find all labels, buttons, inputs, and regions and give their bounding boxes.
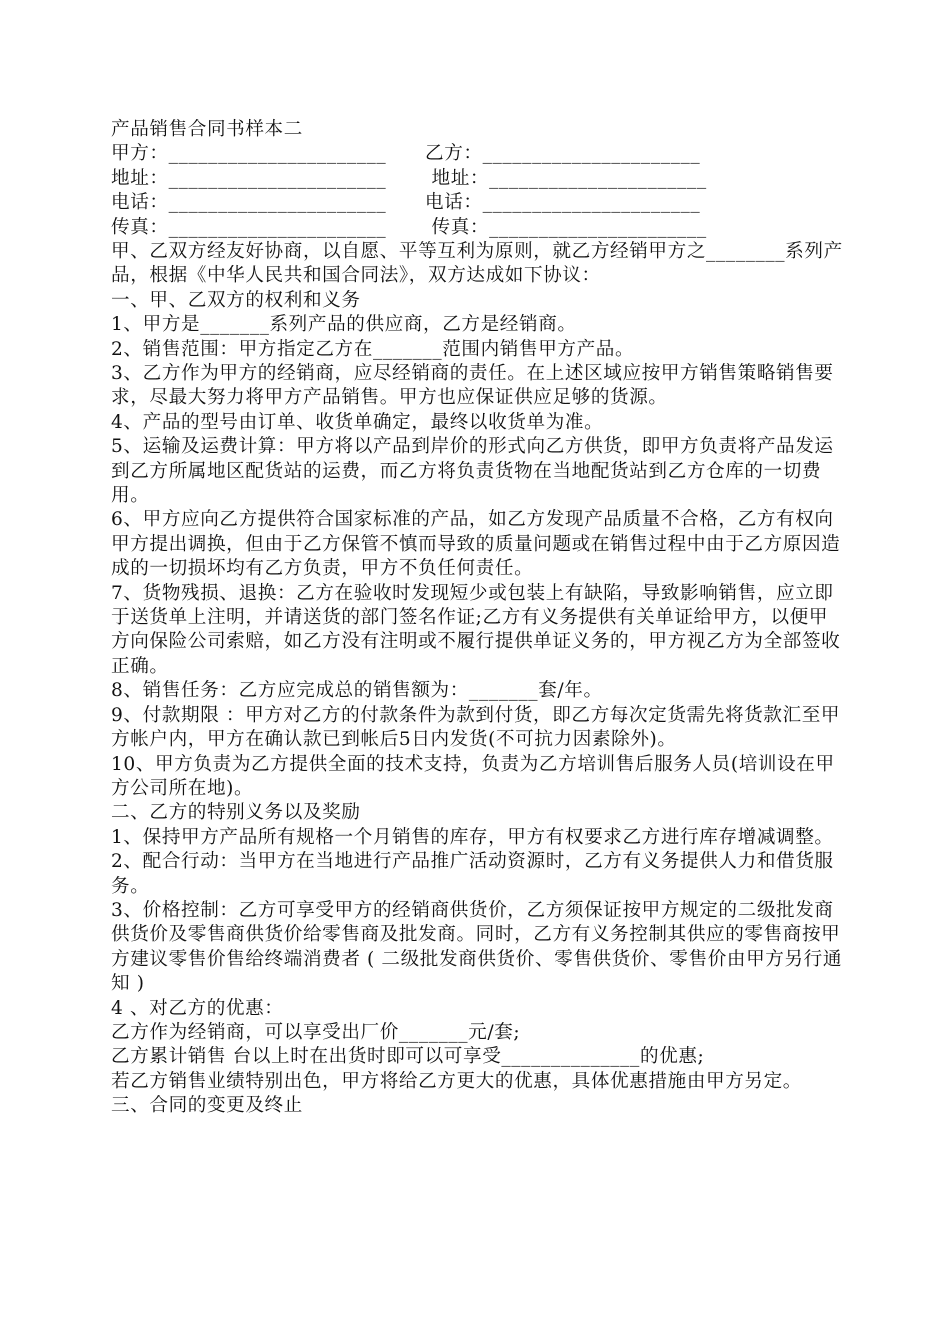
obligation-1: 1、保持甲方产品所有规格一个月销售的库存，甲方有权要求乙方进行库存增减调整。 [111, 826, 834, 848]
preamble-paragraph: 甲、乙双方经友好协商，以自愿、平等互利为原则，就乙方经销甲方之________系列产品，根据《中华人民共和国合同法》，双方达成如下协议： [111, 240, 843, 287]
party-row-jiafang [111, 142, 846, 166]
party-b-field: 乙方：______________________ [425, 143, 701, 165]
obligation-2: 2、配合行动：当甲方在当地进行产品推广活动资源时，乙方有义务提供人力和借货服务。 [111, 851, 834, 897]
clause-2: 2、销售范围：甲方指定乙方在_______范围内销售甲方产品。 [111, 338, 635, 360]
party-b-address-field: 地址：______________________ [425, 167, 707, 189]
document-title: 产品销售合同书样本二 [111, 119, 303, 140]
section-heading-obligations: 二、乙方的特别义务以及奖励 [111, 802, 361, 824]
clause-9: 9、付款期限 ：甲方对乙方的付款条件为款到付货，即乙方每次定货需先将货款汇至甲方帐户内，甲方在确认款已到帐后5日内发货(不可抗力因素除外)。 [111, 704, 841, 751]
section-heading-rights: 一、甲、乙双方的权利和义务 [111, 289, 361, 311]
obligation-4-heading: 4 、对乙方的优惠： [111, 997, 284, 1019]
party-a-phone-field: 电话：______________________ [111, 192, 387, 214]
document-body [111, 118, 846, 1119]
party-row-fax [111, 216, 846, 240]
obligation-3: 3、价格控制：乙方可享受甲方的经销商供货价，乙方须保证按甲方规定的二级批发商供货价及零售商供货价给零售商及批发商。同时，乙方有义务控制其供应的零售商按甲方建议零售价售给终端消费者 ( 二级批发商供货价、零售供货价、零售价由甲方另行通知 ) [111, 899, 843, 995]
discount-line-3: 若乙方销售业绩特别出色，甲方将给乙方更大的优惠，具体优惠措施由甲方另定。 [111, 1070, 802, 1092]
clause-7: 7、货物残损、退换：乙方在验收时发现短少或包装上有缺陷，导致影响销售，应立即于送货单上注明，并请送货的部门签名作证;乙方有义务提供有关单证给甲方，以便甲方向保险公司索赔，如乙方没有注明或不履行提供单证义务的，甲方视乙方为全部签收正确。 [111, 582, 841, 677]
party-a-field: 甲方：______________________ [111, 143, 387, 165]
discount-line-1: 乙方作为经销商，可以享受出厂价_______元/套; [111, 1021, 521, 1043]
section-heading-termination: 三、合同的变更及终止 [111, 1095, 303, 1117]
party-row-address [111, 167, 846, 191]
clause-8: 8、销售任务：乙方应完成总的销售额为：_______套/年。 [111, 680, 603, 702]
clause-4: 4、产品的型号由订单、收货单确定，最终以收货单为准。 [111, 411, 604, 433]
clause-5: 5、运输及运费计算：甲方将以产品到岸价的形式向乙方供货，即甲方负责将产品发运到乙方所属地区配货站的运费，而乙方将负责货物在当地配货站到乙方仓库的一切费用。 [111, 436, 834, 507]
party-a-fax-field: 传真：______________________ [111, 216, 387, 238]
clause-6: 6、甲方应向乙方提供符合国家标准的产品，如乙方发现产品质量不合格，乙方有权向甲方提出调换，但由于乙方保管不慎而导致的质量问题或在销售过程中由于乙方原因造成的一切损坏均有乙方负责，甲方不负任何责任。 [111, 509, 841, 580]
clause-10: 10、甲方负责为乙方提供全面的技术支持，负责为乙方培训售后服务人员(培训设在甲方公司所在地)。 [111, 753, 835, 799]
discount-line-2: 乙方累计销售 台以上时在出货时即可以可享受______________的优惠; [111, 1046, 705, 1068]
clause-3: 3、乙方作为甲方的经销商，应尽经销商的责任。在上述区域应按甲方销售策略销售要求，尽最大努力将甲方产品销售。甲方也应保证供应足够的货源。 [111, 363, 834, 409]
clause-1: 1、甲方是_______系列产品的供应商，乙方是经销商。 [111, 314, 577, 336]
party-b-fax-field: 传真：______________________ [425, 216, 707, 238]
party-a-address-field: 地址：______________________ [111, 167, 387, 189]
party-row-phone [111, 191, 846, 215]
party-b-phone-field: 电话：______________________ [425, 192, 701, 214]
